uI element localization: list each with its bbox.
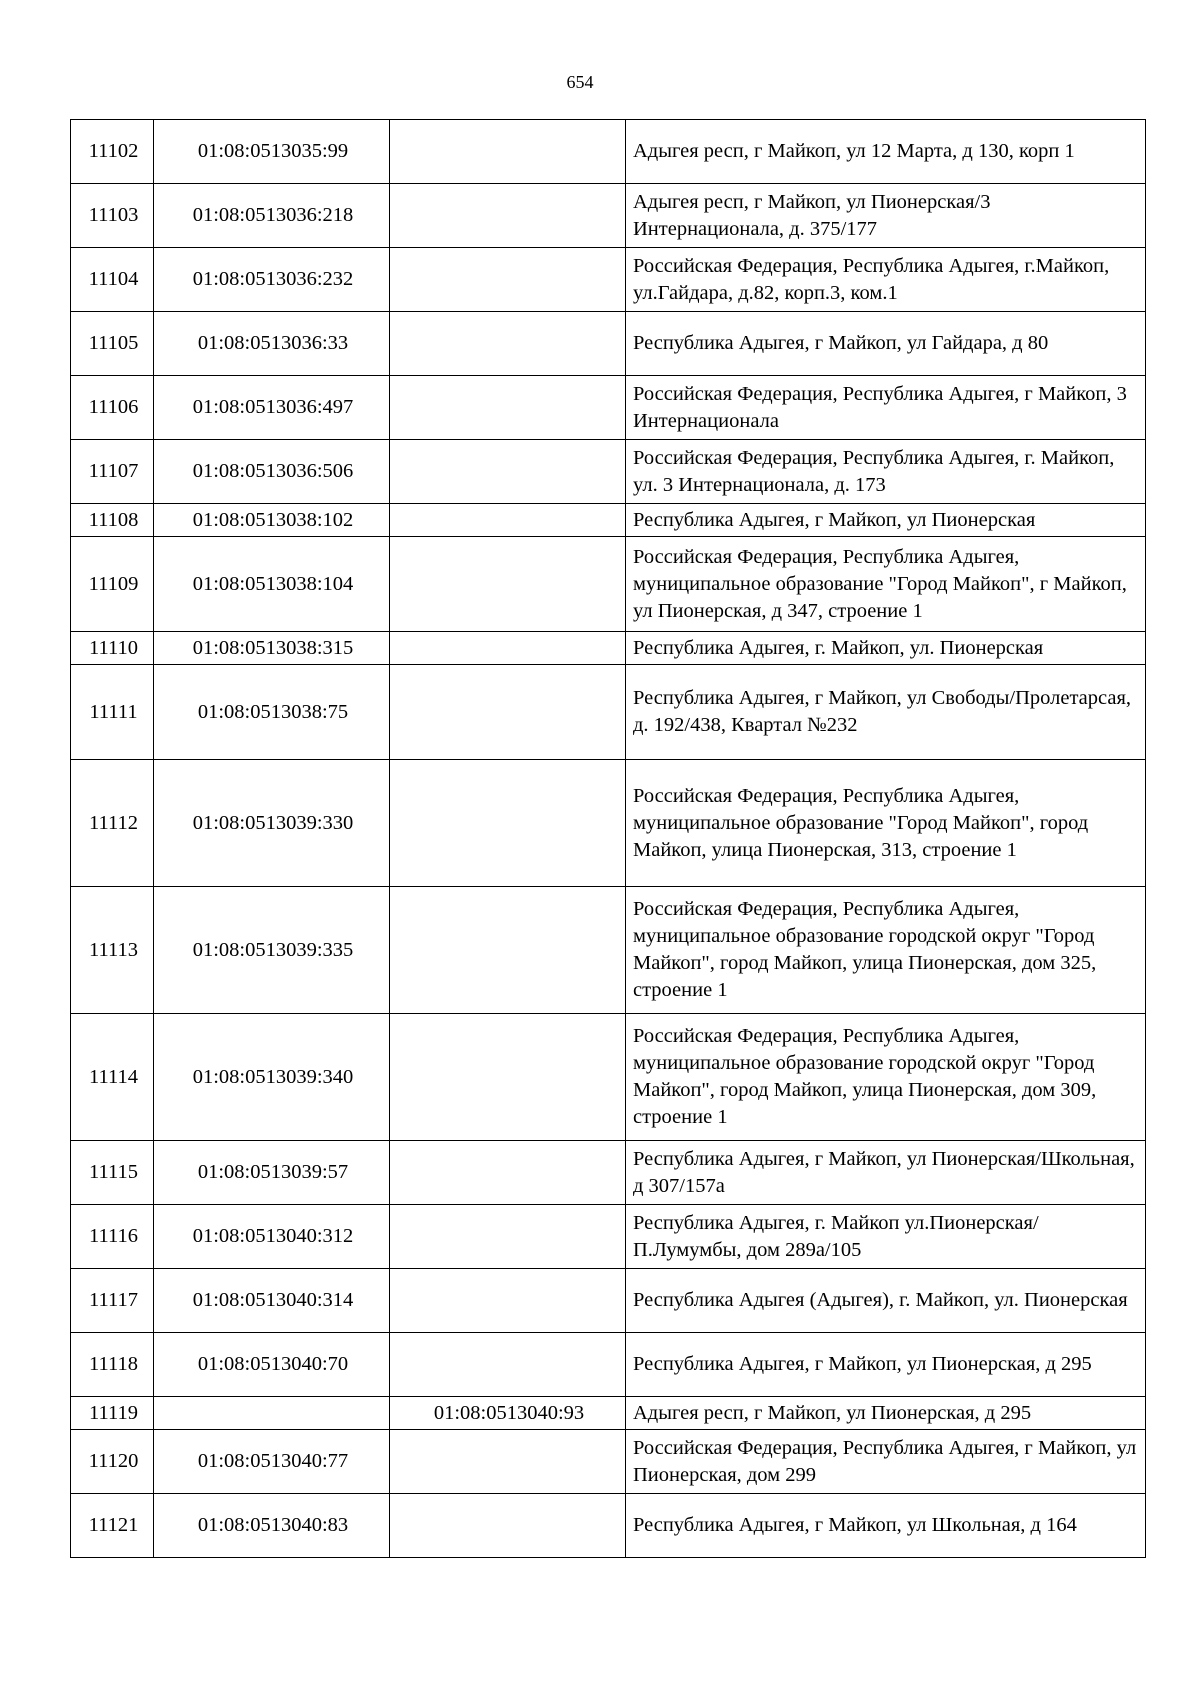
secondary-cadastral-number <box>390 632 626 665</box>
table-row <box>71 248 1146 312</box>
address: Российская Федерация, Республика Адыгея, г Майкоп, ул Пионерская, дом 299 <box>626 1430 1146 1494</box>
table-row <box>71 887 1146 1014</box>
secondary-cadastral-number <box>390 504 626 537</box>
address: Республика Адыгея, г Майкоп, ул Школьная, д 164 <box>626 1494 1146 1558</box>
row-number: 11114 <box>71 1014 154 1141</box>
row-number: 11113 <box>71 887 154 1014</box>
address: Республика Адыгея, г Майкоп, ул Пионерская/Школьная, д 307/157а <box>626 1141 1146 1205</box>
address: Республика Адыгея (Адыгея), г. Майкоп, ул. Пионерская <box>626 1269 1146 1333</box>
table-row <box>71 1333 1146 1397</box>
table-row <box>71 376 1146 440</box>
property-registry-table <box>70 119 1146 1558</box>
cadastral-number: 01:08:0513035:99 <box>154 120 390 184</box>
cadastral-number: 01:08:0513040:77 <box>154 1430 390 1494</box>
address: Республика Адыгея, г Майкоп, ул Гайдара, д 80 <box>626 312 1146 376</box>
secondary-cadastral-number <box>390 537 626 632</box>
secondary-cadastral-number <box>390 248 626 312</box>
secondary-cadastral-number <box>390 1494 626 1558</box>
cadastral-number: 01:08:0513038:315 <box>154 632 390 665</box>
cadastral-number: 01:08:0513038:104 <box>154 537 390 632</box>
cadastral-number: 01:08:0513040:83 <box>154 1494 390 1558</box>
row-number: 11111 <box>71 665 154 760</box>
table-row <box>71 440 1146 504</box>
cadastral-number: 01:08:0513038:75 <box>154 665 390 760</box>
address: Адыгея респ, г Майкоп, ул 12 Марта, д 130, корп 1 <box>626 120 1146 184</box>
secondary-cadastral-number <box>390 1269 626 1333</box>
row-number: 11103 <box>71 184 154 248</box>
row-number: 11115 <box>71 1141 154 1205</box>
row-number: 11110 <box>71 632 154 665</box>
secondary-cadastral-number <box>390 760 626 887</box>
address: Республика Адыгея, г. Майкоп, ул. Пионерская <box>626 632 1146 665</box>
cadastral-number: 01:08:0513038:102 <box>154 504 390 537</box>
table-row <box>71 1269 1146 1333</box>
address: Российская Федерация, Республика Адыгея, г. Майкоп, ул. 3 Интернационала, д. 173 <box>626 440 1146 504</box>
secondary-cadastral-number <box>390 184 626 248</box>
row-number: 11112 <box>71 760 154 887</box>
cadastral-number: 01:08:0513036:497 <box>154 376 390 440</box>
table-row <box>71 1494 1146 1558</box>
table-row <box>71 1430 1146 1494</box>
row-number: 11105 <box>71 312 154 376</box>
secondary-cadastral-number <box>390 1333 626 1397</box>
row-number: 11102 <box>71 120 154 184</box>
cadastral-number: 01:08:0513040:312 <box>154 1205 390 1269</box>
table-row <box>71 1014 1146 1141</box>
table-row <box>71 537 1146 632</box>
secondary-cadastral-number <box>390 376 626 440</box>
table-row <box>71 632 1146 665</box>
cadastral-number: 01:08:0513036:33 <box>154 312 390 376</box>
cadastral-number: 01:08:0513036:232 <box>154 248 390 312</box>
row-number: 11116 <box>71 1205 154 1269</box>
cadastral-number: 01:08:0513036:218 <box>154 184 390 248</box>
cadastral-number: 01:08:0513039:330 <box>154 760 390 887</box>
address: Адыгея респ, г Майкоп, ул Пионерская/3 Интернационала, д. 375/177 <box>626 184 1146 248</box>
address: Российская Федерация, Республика Адыгея, г Майкоп, 3 Интернационала <box>626 376 1146 440</box>
secondary-cadastral-number <box>390 1430 626 1494</box>
cadastral-number: 01:08:0513039:57 <box>154 1141 390 1205</box>
address: Республика Адыгея, г Майкоп, ул Пионерская <box>626 504 1146 537</box>
row-number: 11106 <box>71 376 154 440</box>
row-number: 11120 <box>71 1430 154 1494</box>
secondary-cadastral-number <box>390 312 626 376</box>
table-row <box>71 312 1146 376</box>
cadastral-number <box>154 1397 390 1430</box>
secondary-cadastral-number <box>390 1014 626 1141</box>
page-number: 654 <box>566 72 594 92</box>
table-row <box>71 1397 1146 1430</box>
secondary-cadastral-number <box>390 665 626 760</box>
table-row <box>71 120 1146 184</box>
secondary-cadastral-number <box>390 887 626 1014</box>
row-number: 11117 <box>71 1269 154 1333</box>
table-row <box>71 1205 1146 1269</box>
row-number: 11109 <box>71 537 154 632</box>
secondary-cadastral-number <box>390 1141 626 1205</box>
address: Российская Федерация, Республика Адыгея, г.Майкоп, ул.Гайдара, д.82, корп.3, ком.1 <box>626 248 1146 312</box>
row-number: 11119 <box>71 1397 154 1430</box>
cadastral-number: 01:08:0513040:314 <box>154 1269 390 1333</box>
table-row <box>71 504 1146 537</box>
table-row <box>71 665 1146 760</box>
table-row <box>71 1141 1146 1205</box>
address: Республика Адыгея, г Майкоп, ул Свободы/Пролетарсая, д. 192/438, Квартал №232 <box>626 665 1146 760</box>
table-row <box>71 760 1146 887</box>
secondary-cadastral-number <box>390 120 626 184</box>
row-number: 11121 <box>71 1494 154 1558</box>
row-number: 11118 <box>71 1333 154 1397</box>
row-number: 11104 <box>71 248 154 312</box>
address: Российская Федерация, Республика Адыгея, муниципальное образование "Город Майкоп", город Майкоп, улица Пионерская, 313, строение 1 <box>626 760 1146 887</box>
address: Российская Федерация, Республика Адыгея, муниципальное образование городской округ "Город Майкоп", город Майкоп, улица Пионерская, дом 309, строение 1 <box>626 1014 1146 1141</box>
cadastral-number: 01:08:0513039:335 <box>154 887 390 1014</box>
row-number: 11107 <box>71 440 154 504</box>
address: Республика Адыгея, г Майкоп, ул Пионерская, д 295 <box>626 1333 1146 1397</box>
address: Российская Федерация, Республика Адыгея, муниципальное образование "Город Майкоп", г Майкоп, ул Пионерская, д 347, строение 1 <box>626 537 1146 632</box>
cadastral-number: 01:08:0513040:70 <box>154 1333 390 1397</box>
cadastral-number: 01:08:0513036:506 <box>154 440 390 504</box>
address: Российская Федерация, Республика Адыгея, муниципальное образование городской округ "Город Майкоп", город Майкоп, улица Пионерская, дом 325, строение 1 <box>626 887 1146 1014</box>
table-row <box>71 184 1146 248</box>
address: Адыгея респ, г Майкоп, ул Пионерская, д 295 <box>626 1397 1146 1430</box>
secondary-cadastral-number <box>390 440 626 504</box>
cadastral-number: 01:08:0513039:340 <box>154 1014 390 1141</box>
secondary-cadastral-number <box>390 1205 626 1269</box>
row-number: 11108 <box>71 504 154 537</box>
secondary-cadastral-number: 01:08:0513040:93 <box>390 1397 626 1430</box>
address: Республика Адыгея, г. Майкоп ул.Пионерская/П.Лумумбы, дом 289а/105 <box>626 1205 1146 1269</box>
